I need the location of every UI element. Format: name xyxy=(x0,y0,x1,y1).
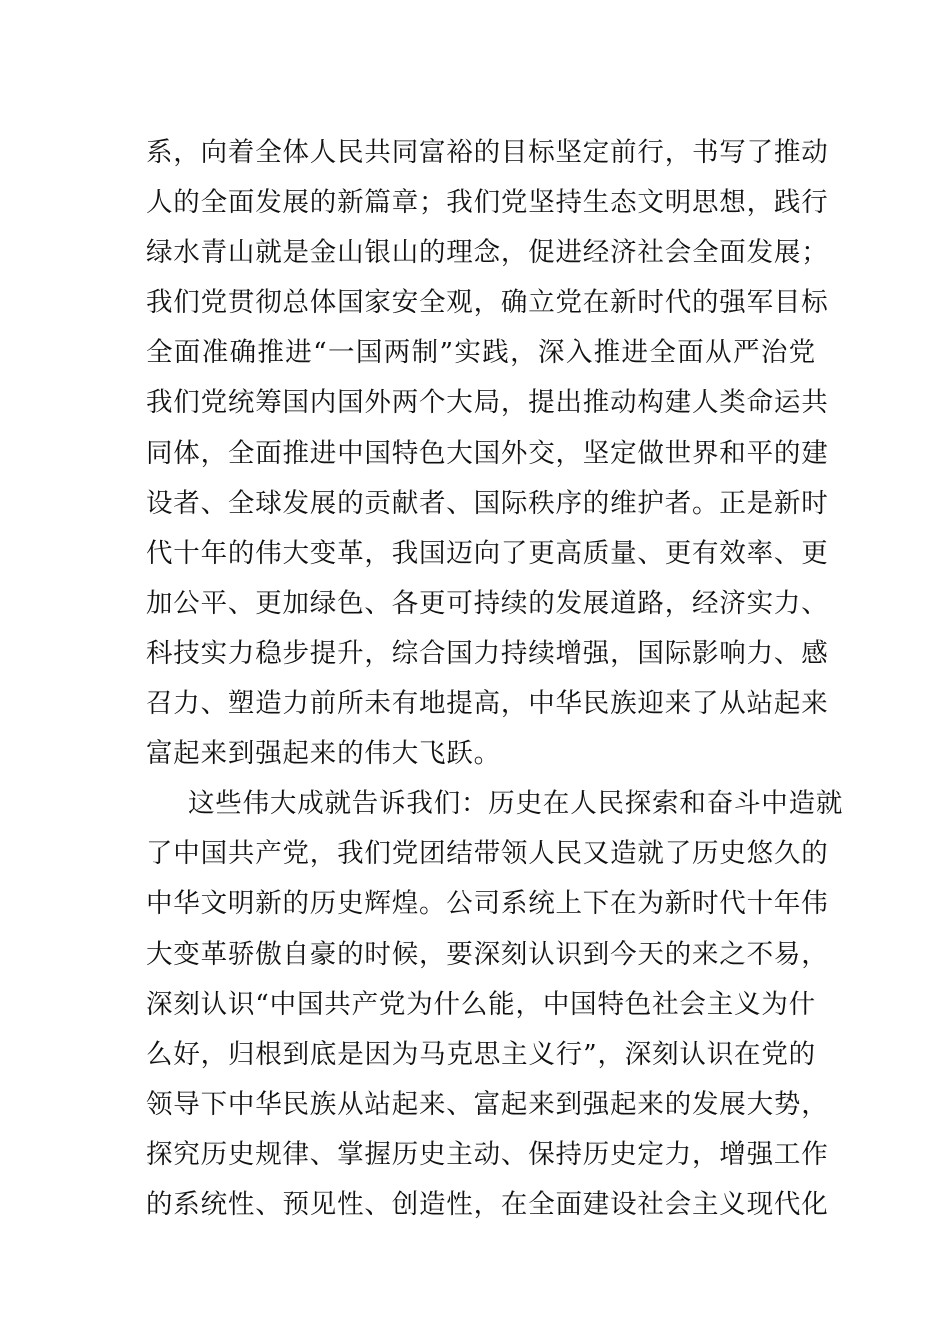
text-line: 了中国共产党，我们党团结带领人民又造就了历史悠久的 xyxy=(146,838,829,870)
text-line: 我们党贯彻总体国家安全观，确立党在新时代的强军目标 xyxy=(146,287,829,319)
text-line: 加公平、更加绿色、各更可持续的发展道路，经济实力、 xyxy=(146,587,829,619)
text-line: 大变革骄傲自豪的时候，要深刻认识到今天的来之不易， xyxy=(146,938,829,970)
text-line: 么好，归根到底是因为马克思主义行”，深刻认识在党的 xyxy=(146,1038,816,1070)
text-line: 我们党统筹国内国外两个大局，提出推动构建人类命运共 xyxy=(146,387,829,419)
text-line: 召力、塑造力前所未有地提高，中华民族迎来了从站起来 xyxy=(146,688,829,720)
text-line: 设者、全球发展的贡献者、国际秩序的维护者。正是新时 xyxy=(146,487,829,519)
paragraph-1 xyxy=(146,128,829,779)
paragraph-2 xyxy=(146,779,844,1230)
text-line: 人的全面发展的新篇章；我们党坚持生态文明思想，践行 xyxy=(146,187,829,219)
text-line: 绿水青山就是金山银山的理念，促进经济社会全面发展； xyxy=(146,237,829,269)
text-line: 科技实力稳步提升，综合国力持续增强，国际影响力、感 xyxy=(146,637,829,669)
text-line: 领导下中华民族从站起来、富起来到强起来的发展大势， xyxy=(146,1088,829,1120)
text-line: 这些伟大成就告诉我们：历史在人民探索和奋斗中造就 xyxy=(188,788,844,820)
text-line: 中华文明新的历史辉煌。公司系统上下在为新时代十年伟 xyxy=(146,888,829,920)
document-body xyxy=(146,128,844,1230)
text-line: 系，向着全体人民共同富裕的目标坚定前行，书写了推动 xyxy=(146,137,829,168)
text-line: 富起来到强起来的伟大飞跃。 xyxy=(146,738,501,770)
text-line: 的系统性、预见性、创造性，在全面建设社会主义现代化 xyxy=(146,1188,829,1220)
text-line: 同体，全面推进中国特色大国外交，坚定做世界和平的建 xyxy=(146,437,829,469)
text-line: 全面准确推进“一国两制”实践，深入推进全面从严治党 xyxy=(146,337,816,369)
text-line: 深刻认识“中国共产党为什么能，中国特色社会主义为什 xyxy=(146,988,816,1020)
text-line: 探究历史规律、掌握历史主动、保持历史定力，增强工作 xyxy=(146,1138,829,1170)
text-line: 代十年的伟大变革，我国迈向了更高质量、更有效率、更 xyxy=(146,537,829,569)
